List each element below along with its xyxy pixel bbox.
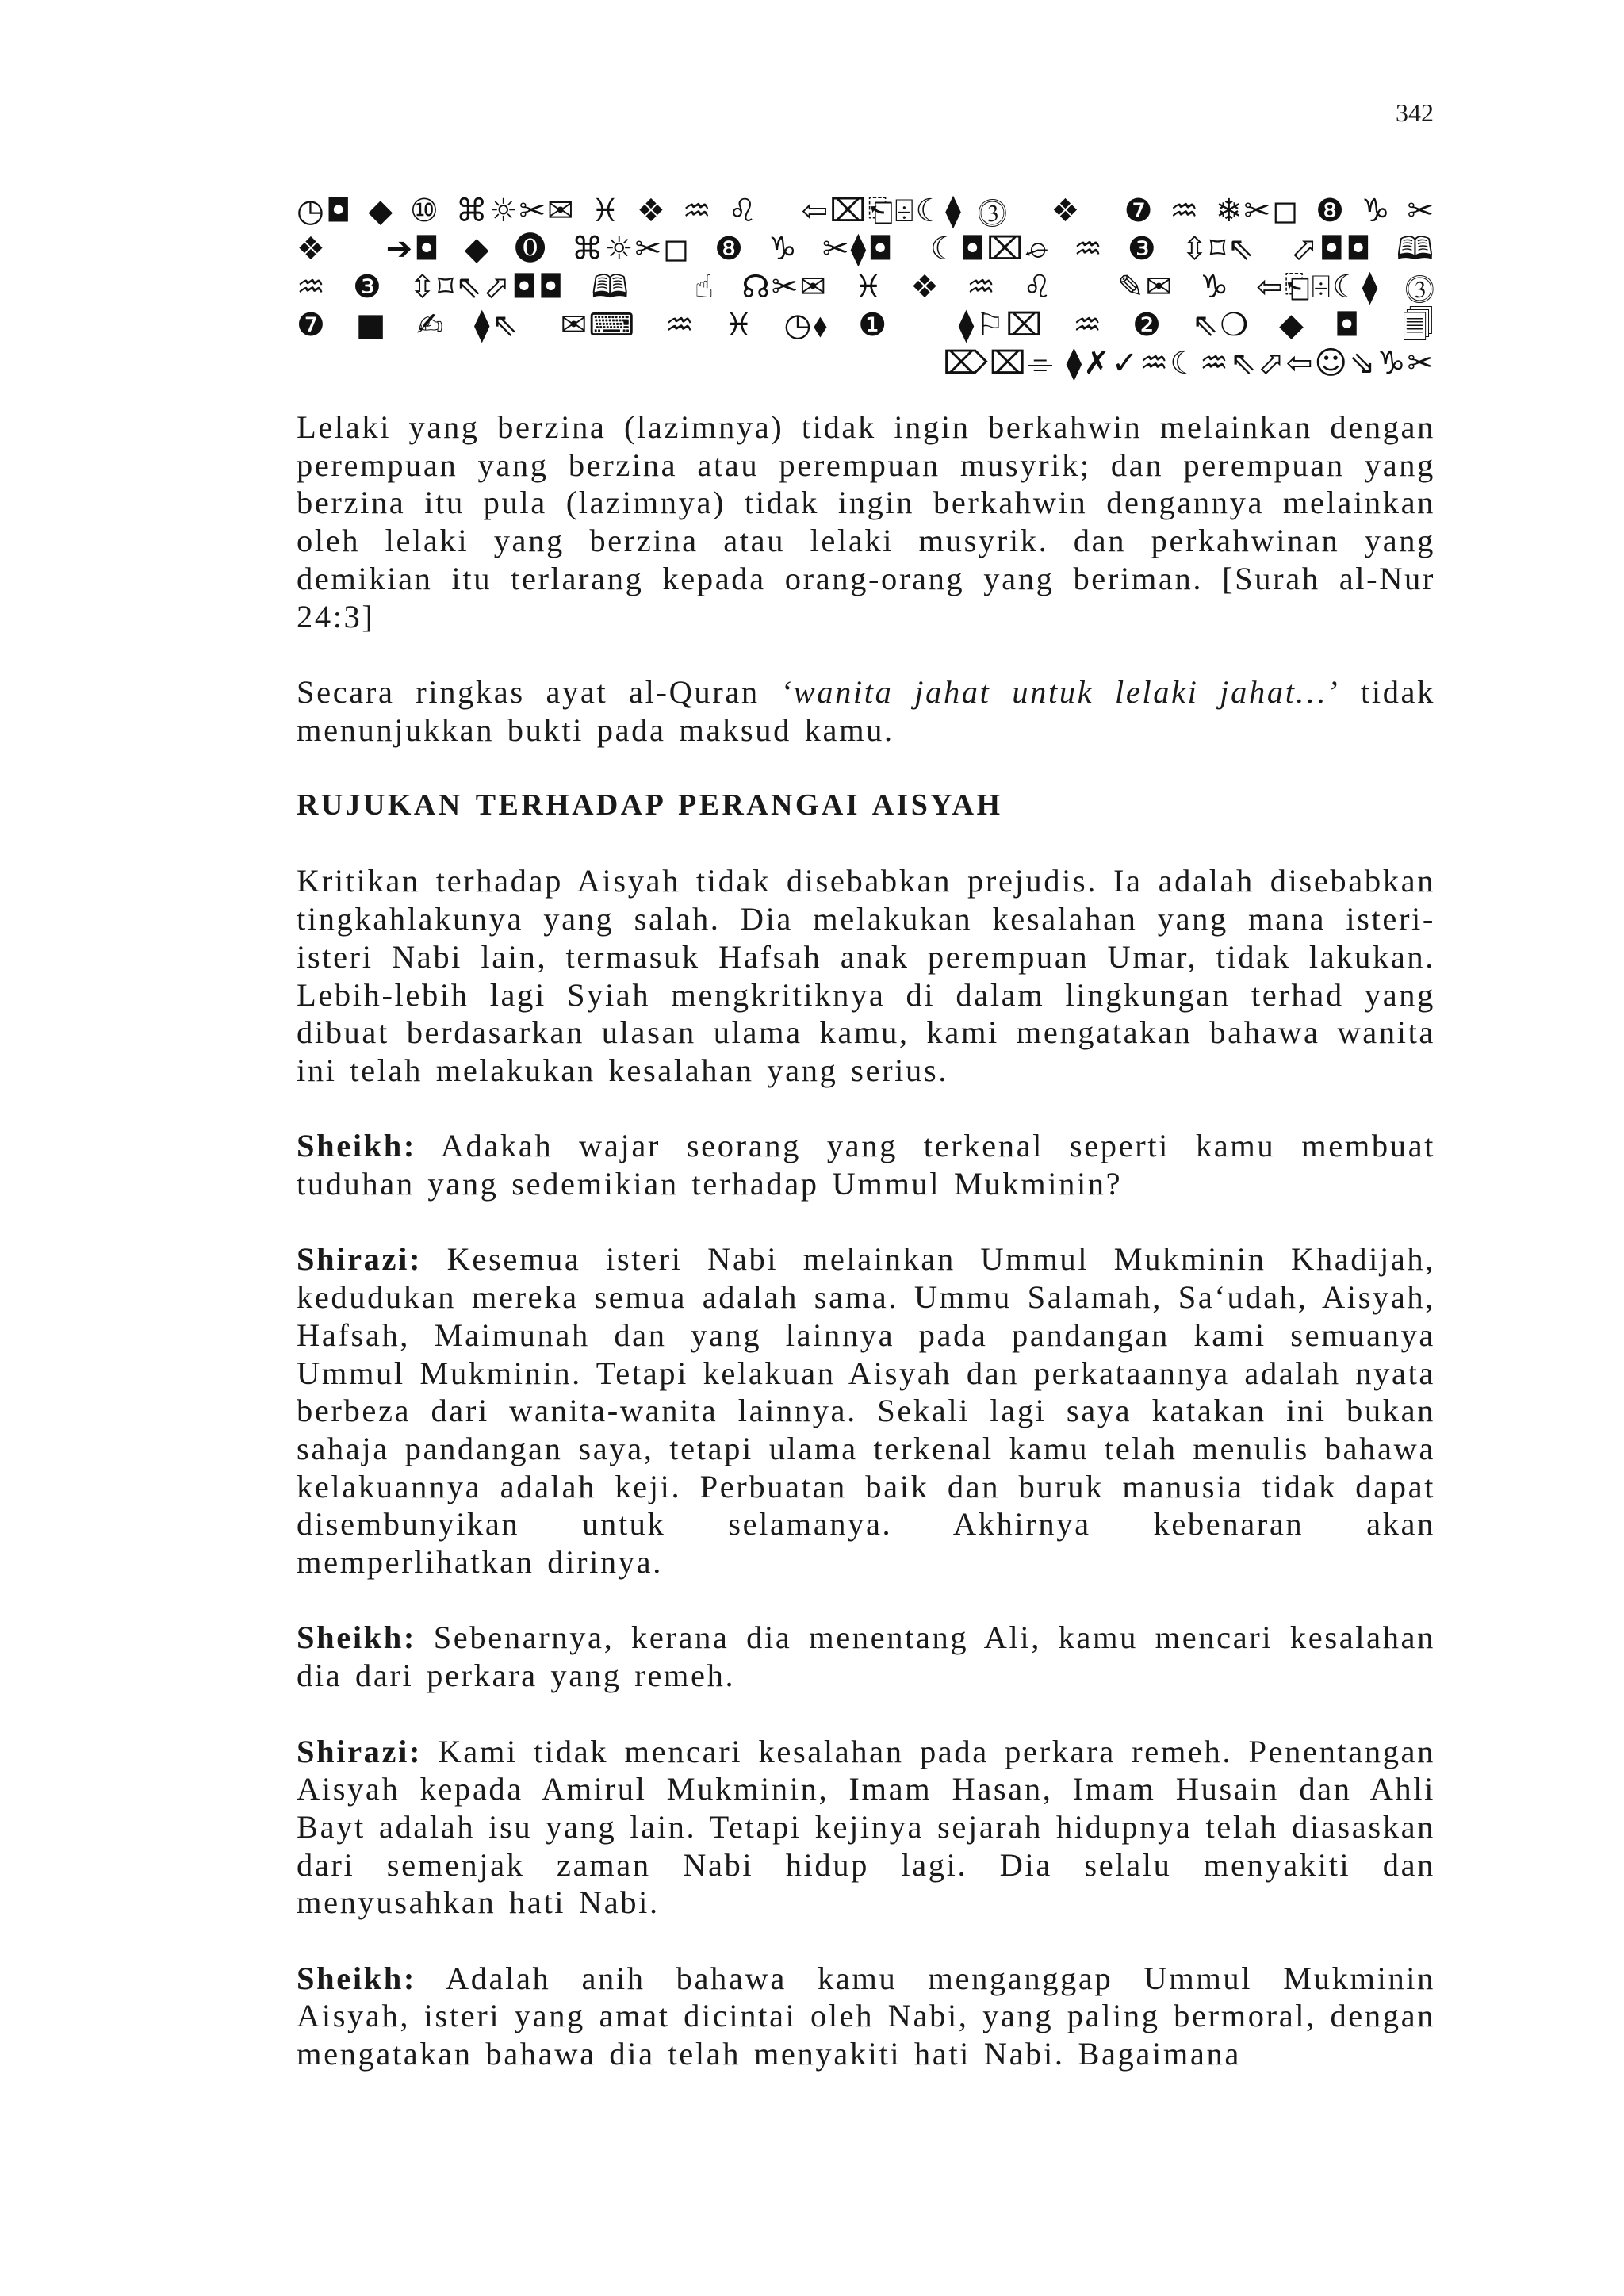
dialogue-text: Sebenarnya, kerana dia menentang Ali, kamu mencari kesalahan dia dari perkara yang remeh. — [297, 1619, 1435, 1694]
commentary-paragraph — [297, 673, 1435, 749]
dialogue-text: Kami tidak mencari kesalahan pada perkara remeh. Penentangan Aisyah kepada Amirul Mukminin, Imam Hasan, Imam Husain dan Ahli Bayt adalah isu yang lain. Tetapi kejinya sejarah hidupnya telah diasaskan dari semenjak zaman Nabi hidup lagi. Dia selalu menyakiti dan menyusahkan hati Nabi. — [297, 1733, 1435, 1921]
dialogue-text: Adalah anih bahawa kamu menganggap Ummul Mukminin Aisyah, isteri yang amat dicintai oleh Nabi, yang paling bermoral, dengan mengatakan bahawa dia telah menyakiti hati Nabi. Bagaimana — [297, 1960, 1435, 2072]
paragraph-gap — [297, 825, 1435, 863]
commentary-text: Secara ringkas ayat al-Quran — [297, 673, 781, 710]
arabic-verse-line: ❖ ➔◘◆⓿⌘☼✂◻❽♑✂⧫◘ ☾◘⌧⌮♒❸⇳⌑⇖ ⬀◘◘🕮 — [297, 231, 1435, 267]
body-paragraph: Kritikan terhadap Aisyah tidak disebabkan prejudis. Ia adalah disebabkan tingkahlakunya yang salah. Dia melakukan kesalahan yang mana isteri-isteri Nabi lain, termasuk Hafsah anak perempuan Umar, tidak lakukan. Lebih-lebih lagi Syiah mengkritiknya di dalam lingkungan terhad yang dibuat berdasarkan ulasan ulama kamu, kami mengatakan bahawa wanita ini telah melakukan kesalahan yang serius. — [297, 863, 1435, 1088]
arabic-verse-line: ◷◘◆⑩⌘☼✂✉♓❖♒♌ ⇦⌧⎗⌹☾⧫⓷ ❖ ❼♒❄✂◻❽♑✂ — [297, 193, 1435, 229]
paragraph-gap — [297, 1695, 1435, 1733]
body-text — [297, 408, 1435, 2073]
speaker-label: Sheikh: — [297, 1128, 417, 1164]
speaker-label: Sheikh: — [297, 1619, 417, 1656]
speaker-label: Shirazi: — [297, 1733, 423, 1769]
verse-translation: Lelaki yang berzina (lazimnya) tidak ingin berkahwin melainkan dengan perempuan yang berzina atau perempuan musyrik; dan perempuan yang berzina itu pula (lazimnya) tidak ingin berkahwin dengannya melainkan oleh lelaki yang berzina atau lelaki musyrik. dan perkahwinan yang demikian itu terlarang kepada orang-orang yang beriman. [Surah al-Nur 24:3] — [297, 409, 1435, 634]
arabic-verse — [297, 192, 1435, 382]
arabic-verse-line: ♒❸⇳⌑⇖⬀◘◘🕮 ☝☊✂✉♓❖♒♌ ✎✉♑⇦⎗⌹☾⧫⓷ — [297, 269, 1435, 305]
speaker-label: Sheikh: — [297, 1960, 417, 1996]
dialogue-paragraph — [297, 1240, 1435, 1581]
paragraph-gap — [297, 635, 1435, 673]
dialogue-text: Adakah wajar seorang yang terkenal seperti kamu membuat tuduhan yang sedemikian terhadap Ummul Mukminin? — [297, 1128, 1435, 1202]
section-heading: RUJUKAN TERHADAP PERANGAI AISYAH — [297, 788, 1003, 822]
arabic-verse-line: ❼■✍⧫⇖ ✉⌨♒♓◷⬧❶ ⧫⚐⌧♒❷⇖❍◆◘ 🗐 — [297, 307, 1435, 343]
paragraph-gap — [297, 1203, 1435, 1241]
speaker-label: Shirazi: — [297, 1241, 423, 1278]
dialogue-paragraph — [297, 1127, 1435, 1202]
dialogue-text: Kesemua isteri Nabi melainkan Ummul Mukminin Khadijah, kedudukan mereka semua adalah sama. Ummu Salamah, Sa‘udah, Aisyah, Hafsah, Maimunah dan yang lainnya pada pandangan kami semuanya Ummul Mukminin. Tetapi kelakuan Aisyah dan perkataannya adalah nyata berbeza dari wanita-wanita lainnya. Sekali lagi saya katakan ini bukan sahaja pandangan saya, tetapi ulama terkenal kamu telah menulis bahawa kelakuannya adalah keji. Perbuatan baik dan buruk manusia tidak dapat disembunyikan untuk selamanya. Akhirnya kebenaran akan memperlihatkan dirinya. — [297, 1241, 1435, 1581]
page-number: 342 — [1396, 98, 1434, 127]
dialogue-paragraph — [297, 1619, 1435, 1694]
paragraph-gap — [297, 1581, 1435, 1619]
paragraph-gap — [297, 749, 1435, 787]
dialogue-paragraph — [297, 1733, 1435, 1922]
paragraph-gap — [297, 1922, 1435, 1960]
arabic-verse-line: ⌦⌧⌯ ⧫✗✓♒☾♒⇖⬀⇦☺⇘♑✂ — [943, 345, 1435, 381]
paragraph-gap — [297, 1090, 1435, 1128]
commentary-text: tidak menunjukkan bukti pada maksud kamu. — [297, 673, 1435, 748]
dialogue-paragraph — [297, 1960, 1435, 2073]
quoted-phrase: ‘wanita jahat untuk lelaki jahat…’ — [780, 673, 1340, 710]
